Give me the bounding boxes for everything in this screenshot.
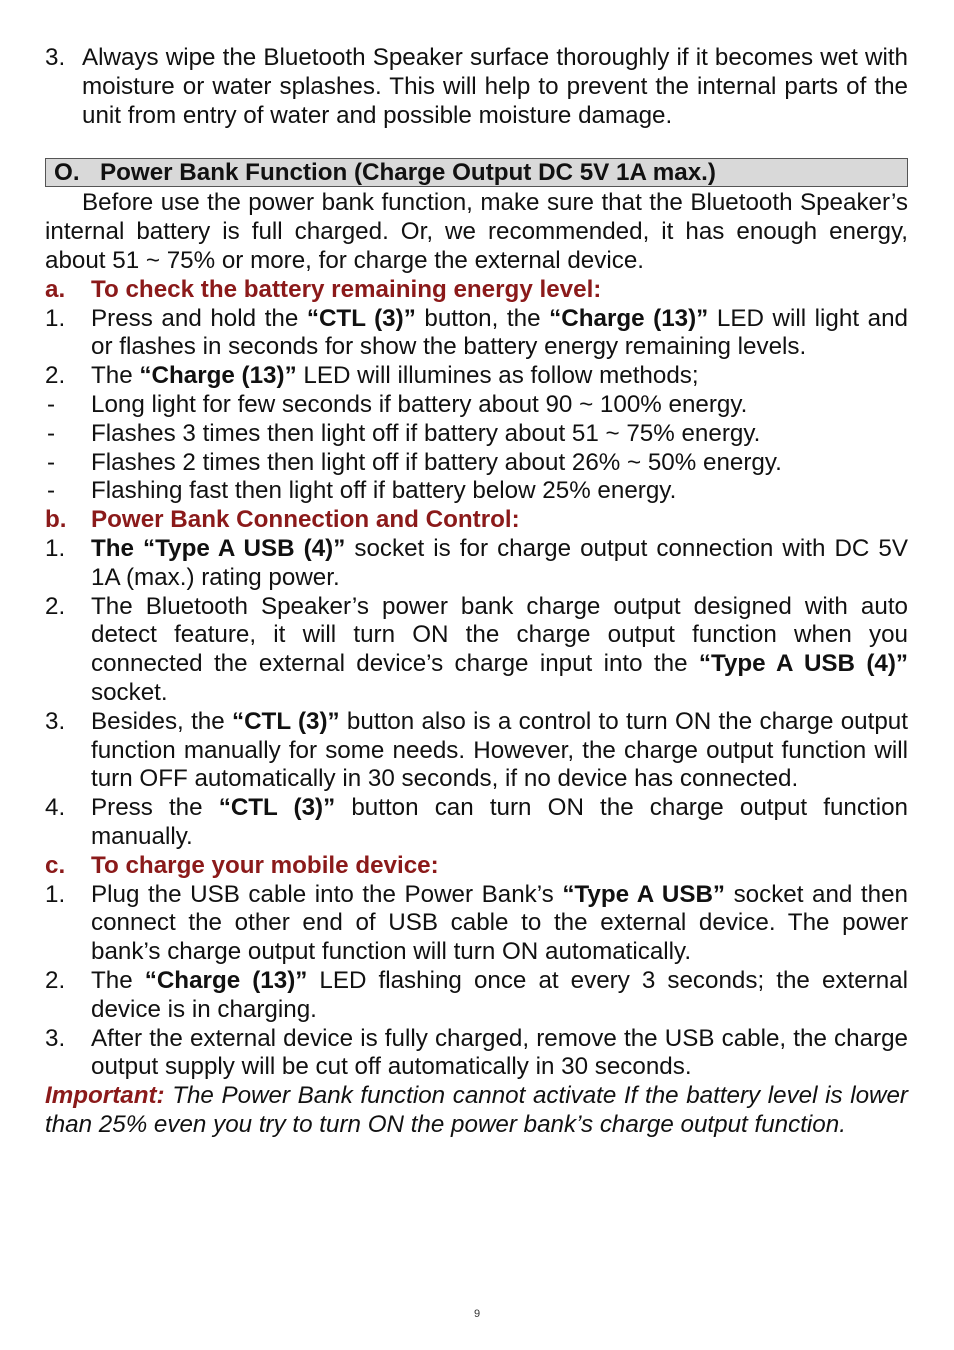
bold-label: “CTL (3)” bbox=[232, 707, 340, 735]
bold-label: “Charge (13)” bbox=[144, 966, 308, 994]
list-number: 3. bbox=[45, 44, 66, 71]
list-text: After the external device is fully charged, remove the USB cable, the charge output supply will be cut off automatically in 30 seconds. bbox=[91, 1024, 908, 1081]
list-text: The Bluetooth Speaker’s power bank charge output designed with auto detect feature, it will turn ON the charge output function when you connected the external device’s charge input into the bbox=[91, 592, 908, 678]
list-item bbox=[45, 535, 908, 593]
dash-text: Flashing fast then light off if battery below 25% energy. bbox=[91, 477, 677, 505]
list-item bbox=[45, 708, 908, 794]
page-number: 9 bbox=[473, 1308, 481, 1320]
subsection-title: To check the battery remaining energy level: bbox=[91, 275, 602, 303]
list-item bbox=[45, 305, 908, 363]
list-number: 1. bbox=[45, 304, 66, 332]
list-item bbox=[45, 881, 908, 967]
dash-item bbox=[45, 420, 908, 449]
subsection-title: To charge your mobile device: bbox=[91, 851, 439, 879]
list-text: button can turn ON the charge output function manually. bbox=[91, 794, 908, 850]
subsection-title: Power Bank Connection and Control: bbox=[91, 506, 520, 534]
list-text: socket is for charge output connection with DC 5V 1A (max.) rating power. bbox=[91, 534, 908, 591]
important-label: Important: bbox=[45, 1082, 165, 1110]
bold-label: The “Type A USB (4)” bbox=[91, 534, 346, 562]
list-text: socket. bbox=[91, 678, 168, 706]
list-item bbox=[45, 44, 908, 130]
bold-label: “Charge (13)” bbox=[139, 362, 297, 390]
list-item bbox=[45, 967, 908, 1025]
dash-item bbox=[45, 391, 908, 420]
bold-label: “Charge (13)” bbox=[549, 304, 709, 332]
dash-item bbox=[45, 449, 908, 478]
section-letter: O. bbox=[54, 159, 80, 187]
subsection-letter: c. bbox=[45, 851, 66, 879]
page-content bbox=[45, 44, 908, 1140]
dash-text: Flashes 3 times then light off if battery about 51 ~ 75% energy. bbox=[91, 419, 761, 447]
list-number: 2. bbox=[45, 966, 66, 994]
list-number: 2. bbox=[45, 362, 66, 390]
bold-label: “CTL (3)” bbox=[218, 794, 336, 822]
list-item bbox=[45, 362, 908, 391]
list-item bbox=[45, 593, 908, 708]
subsection-letter: b. bbox=[45, 506, 67, 534]
dash-text: Long light for few seconds if battery about 90 ~ 100% energy. bbox=[91, 390, 748, 418]
subsection-letter: a. bbox=[45, 275, 66, 303]
list-text: LED will illumines as follow methods; bbox=[296, 362, 699, 390]
list-text: Press the bbox=[91, 794, 219, 822]
list-number: 1. bbox=[45, 534, 66, 562]
subsection-heading bbox=[45, 276, 908, 305]
list-number: 3. bbox=[45, 707, 66, 735]
bold-label: “Type A USB (4)” bbox=[698, 650, 908, 678]
list-text: LED will light and or flashes in seconds for show the battery energy remaining levels. bbox=[91, 304, 908, 361]
list-text: The bbox=[91, 966, 145, 994]
section-title: Power Bank Function (Charge Output DC 5V 1A max.) bbox=[100, 159, 716, 187]
list-text: Always wipe the Bluetooth Speaker surface thoroughly if it becomes wet with moisture or water splashes. This will help to prevent the internal parts of the unit from entry of water and possible moisture damage. bbox=[82, 44, 908, 129]
subsection-heading bbox=[45, 852, 908, 881]
dash-marker: - bbox=[47, 419, 56, 447]
dash-marker: - bbox=[47, 477, 56, 505]
section-heading bbox=[45, 158, 908, 187]
dash-marker: - bbox=[47, 448, 56, 476]
important-text: The Power Bank function cannot activate If the battery level is lower than 25% even you try to turn ON the power bank’s charge output function. bbox=[45, 1082, 908, 1138]
list-number: 2. bbox=[45, 592, 66, 620]
dash-item bbox=[45, 477, 908, 506]
list-number: 3. bbox=[45, 1024, 66, 1052]
list-text: Press and hold the bbox=[91, 304, 307, 332]
bold-label: “Type A USB” bbox=[562, 880, 726, 908]
list-number: 1. bbox=[45, 880, 66, 908]
list-text: Plug the USB cable into the Power Bank’s bbox=[91, 880, 563, 908]
list-number: 4. bbox=[45, 794, 66, 822]
list-text: button also is a control to turn ON the charge output function manually for some needs. However, the charge output function will turn OFF automatically in 30 seconds, if no device has connected. bbox=[91, 707, 908, 793]
list-text: LED flashing once at every 3 seconds; the external device is in charging. bbox=[91, 966, 908, 1023]
list-item bbox=[45, 794, 908, 852]
list-item bbox=[45, 1025, 908, 1083]
important-note bbox=[45, 1082, 908, 1140]
dash-marker: - bbox=[47, 390, 56, 418]
subsection-heading bbox=[45, 506, 908, 535]
section-intro: Before use the power bank function, make sure that the Bluetooth Speaker’s internal battery is full charged. Or, we recommended, it has enough energy, about 51 ~ 75% or more, for charge the external device. bbox=[45, 189, 908, 274]
list-text: Besides, the bbox=[91, 707, 232, 735]
list-text: button, the bbox=[415, 304, 550, 332]
list-text: The bbox=[91, 362, 140, 390]
dash-text: Flashes 2 times then light off if battery about 26% ~ 50% energy. bbox=[91, 448, 782, 476]
list-text: socket and then connect the other end of USB cable to the external device. The power bank’s charge output function will turn ON automatically. bbox=[91, 880, 908, 966]
bold-label: “CTL (3)” bbox=[306, 304, 416, 332]
